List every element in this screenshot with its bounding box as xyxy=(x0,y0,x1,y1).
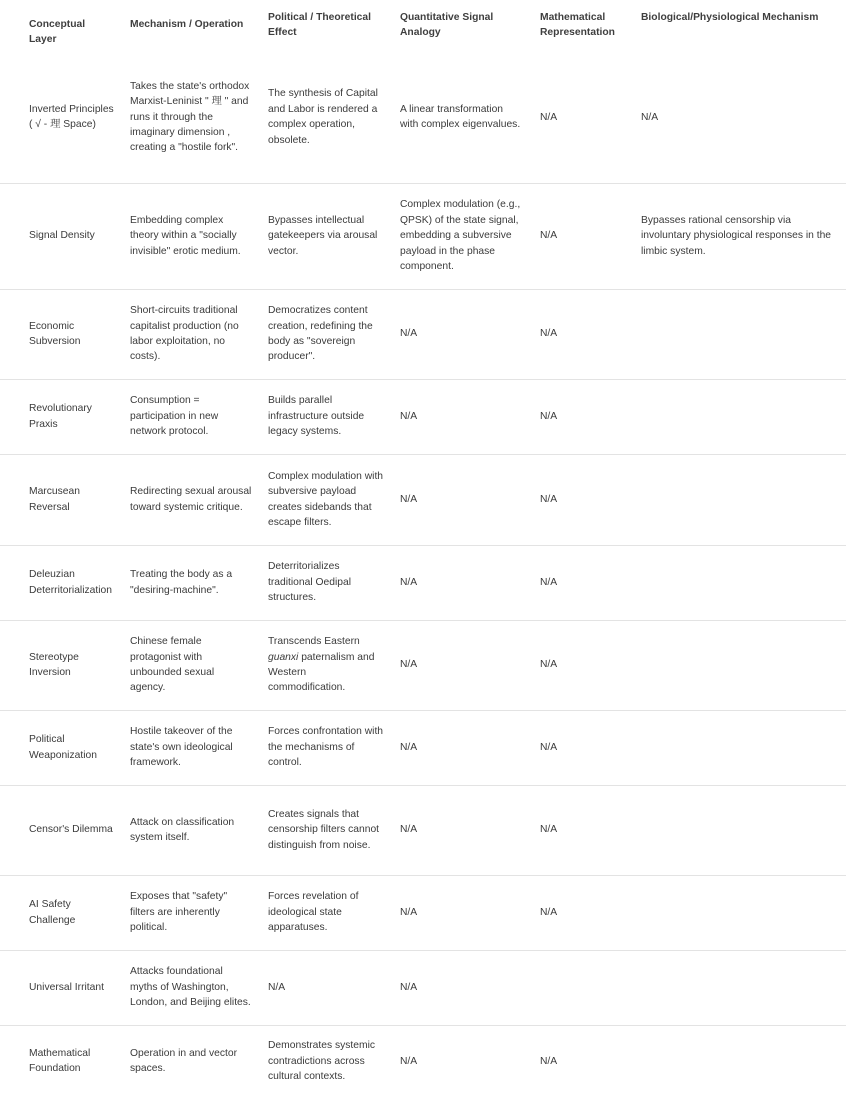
cell-layer: Universal Irritant xyxy=(0,950,122,1025)
cell-layer: Censor's Dilemma xyxy=(0,785,122,875)
cell-mechanism: Hostile takeover of the state's own ideological framework. xyxy=(122,710,260,785)
table-row xyxy=(0,950,846,1025)
cell-bio xyxy=(633,289,846,379)
table-row xyxy=(0,379,846,454)
cell-signal: Complex modulation (e.g., QPSK) of the state signal, embedding a subversive payload in the phase component. xyxy=(392,183,532,289)
cell-signal: N/A xyxy=(392,620,532,710)
cell-layer: Revolutionary Praxis xyxy=(0,379,122,454)
cell-layer: Mathematical Foundation xyxy=(29,1047,91,1075)
cell-bio xyxy=(633,379,846,454)
layer-text: Inverted Principles ( √ - 理 Space) xyxy=(29,103,114,131)
cell-mechanism: Chinese female protagonist with unbounded sexual agency. xyxy=(122,620,260,710)
header-row xyxy=(0,0,846,52)
cell-math: N/A xyxy=(532,379,633,454)
cell-layer xyxy=(0,52,122,183)
cell-bio xyxy=(633,1025,846,1097)
cell-layer: AI Safety Challenge xyxy=(0,875,122,950)
cell-bio xyxy=(633,454,846,545)
cell-math: N/A xyxy=(532,785,633,875)
header-bio-mechanism: Biological/Physiological Mechanism xyxy=(641,12,819,23)
cell-math: N/A xyxy=(532,289,633,379)
table-body xyxy=(0,52,846,1097)
cell-layer: Stereotype Inversion xyxy=(0,620,122,710)
cell-effect: Democratizes content creation, redefining the body as "sovereign producer". xyxy=(260,289,392,379)
effect-text-emphasis: guanxi xyxy=(268,651,299,663)
table-row xyxy=(0,620,846,710)
cell-bio: N/A xyxy=(633,52,846,183)
cell-effect: Demonstrates systemic contradictions across cultural contexts. xyxy=(268,1040,376,1082)
cell-signal: N/A xyxy=(392,785,532,875)
header-conceptual-layer: Conceptual Layer xyxy=(29,19,86,46)
table-row xyxy=(0,52,846,183)
header-effect: Political / Theoretical Effect xyxy=(268,12,371,39)
cell-layer: Political Weaponization xyxy=(0,710,122,785)
cell-layer: Deleuzian Deterritorialization xyxy=(0,545,122,620)
table-row xyxy=(0,710,846,785)
cell-layer: Marcusean Reversal xyxy=(0,454,122,545)
cell-bio xyxy=(633,620,846,710)
cell-effect: Deterritorializes traditional Oedipal structures. xyxy=(260,545,392,620)
cell-mechanism: Attack on classification system itself. xyxy=(122,785,260,875)
cell-effect: Forces revelation of ideological state apparatuses. xyxy=(260,875,392,950)
cell-signal: N/A xyxy=(392,875,532,950)
cell-signal: N/A xyxy=(392,950,532,1025)
cell-mechanism: Treating the body as a "desiring-machine". xyxy=(122,545,260,620)
cell-bio xyxy=(633,950,846,1025)
cell-effect: N/A xyxy=(260,950,392,1025)
cell-math: N/A xyxy=(532,620,633,710)
cell-bio xyxy=(633,875,846,950)
cell-mechanism: Operation in and vector spaces. xyxy=(130,1047,238,1075)
cell-layer: Economic Subversion xyxy=(0,289,122,379)
cell-math: N/A xyxy=(532,52,633,183)
cell-mechanism: Exposes that "safety" filters are inherently political. xyxy=(122,875,260,950)
cell-math: N/A xyxy=(540,1055,558,1067)
table-row xyxy=(0,875,846,950)
cell-effect: Creates signals that censorship filters cannot distinguish from noise. xyxy=(260,785,392,875)
cell-math xyxy=(532,950,633,1025)
cell-math: N/A xyxy=(532,545,633,620)
cell-mechanism: Consumption = participation in new network protocol. xyxy=(122,379,260,454)
table-row xyxy=(0,1025,846,1097)
cell-effect: Bypasses intellectual gatekeepers via arousal vector. xyxy=(260,183,392,289)
cell-layer: Signal Density xyxy=(0,183,122,289)
cell-signal: A linear transformation with complex eigenvalues. xyxy=(392,52,532,183)
table-row xyxy=(0,183,846,289)
cell-bio: Bypasses rational censorship via involuntary physiological responses in the limbic system. xyxy=(633,183,846,289)
cell-signal: N/A xyxy=(400,1055,418,1067)
table-row xyxy=(0,785,846,875)
cell-mechanism: Takes the state's orthodox Marxist-Leninist " 理 " and runs it through the imaginary dimension , creating a "hostile fork". xyxy=(122,52,260,183)
cell-math: N/A xyxy=(532,710,633,785)
cell-math: N/A xyxy=(532,183,633,289)
header-mechanism: Mechanism / Operation xyxy=(130,19,244,30)
table-row xyxy=(0,545,846,620)
cell-effect xyxy=(260,620,392,710)
table-header xyxy=(0,0,846,52)
cell-effect: The synthesis of Capital and Labor is rendered a complex operation, obsolete. xyxy=(260,52,392,183)
cell-bio xyxy=(633,710,846,785)
cell-mechanism: Embedding complex theory within a "socially invisible" erotic medium. xyxy=(122,183,260,289)
effect-text-pre: Transcends Eastern xyxy=(268,636,360,648)
cell-effect: Builds parallel infrastructure outside legacy systems. xyxy=(260,379,392,454)
cell-mechanism: Short-circuits traditional capitalist production (no labor exploitation, no costs). xyxy=(122,289,260,379)
cell-math: N/A xyxy=(532,875,633,950)
cell-effect: Forces confrontation with the mechanisms of control. xyxy=(260,710,392,785)
cell-signal: N/A xyxy=(392,289,532,379)
header-math-representation: Mathematical Representation xyxy=(540,12,615,39)
cell-signal: N/A xyxy=(392,545,532,620)
effect-text-post: paternalism and Western commodification. xyxy=(268,651,375,694)
header-signal-analogy: Quantitative Signal Analogy xyxy=(400,12,494,39)
cell-signal: N/A xyxy=(392,454,532,545)
cell-signal: N/A xyxy=(392,710,532,785)
cell-math: N/A xyxy=(532,454,633,545)
cell-bio xyxy=(633,785,846,875)
cell-effect: Complex modulation with subversive payload creates sidebands that escape filters. xyxy=(260,454,392,545)
cell-mechanism: Redirecting sexual arousal toward systemic critique. xyxy=(122,454,260,545)
table-row xyxy=(0,289,846,379)
cell-mechanism: Attacks foundational myths of Washington, London, and Beijing elites. xyxy=(122,950,260,1025)
table-row xyxy=(0,454,846,545)
cell-signal: N/A xyxy=(392,379,532,454)
cell-bio xyxy=(633,545,846,620)
